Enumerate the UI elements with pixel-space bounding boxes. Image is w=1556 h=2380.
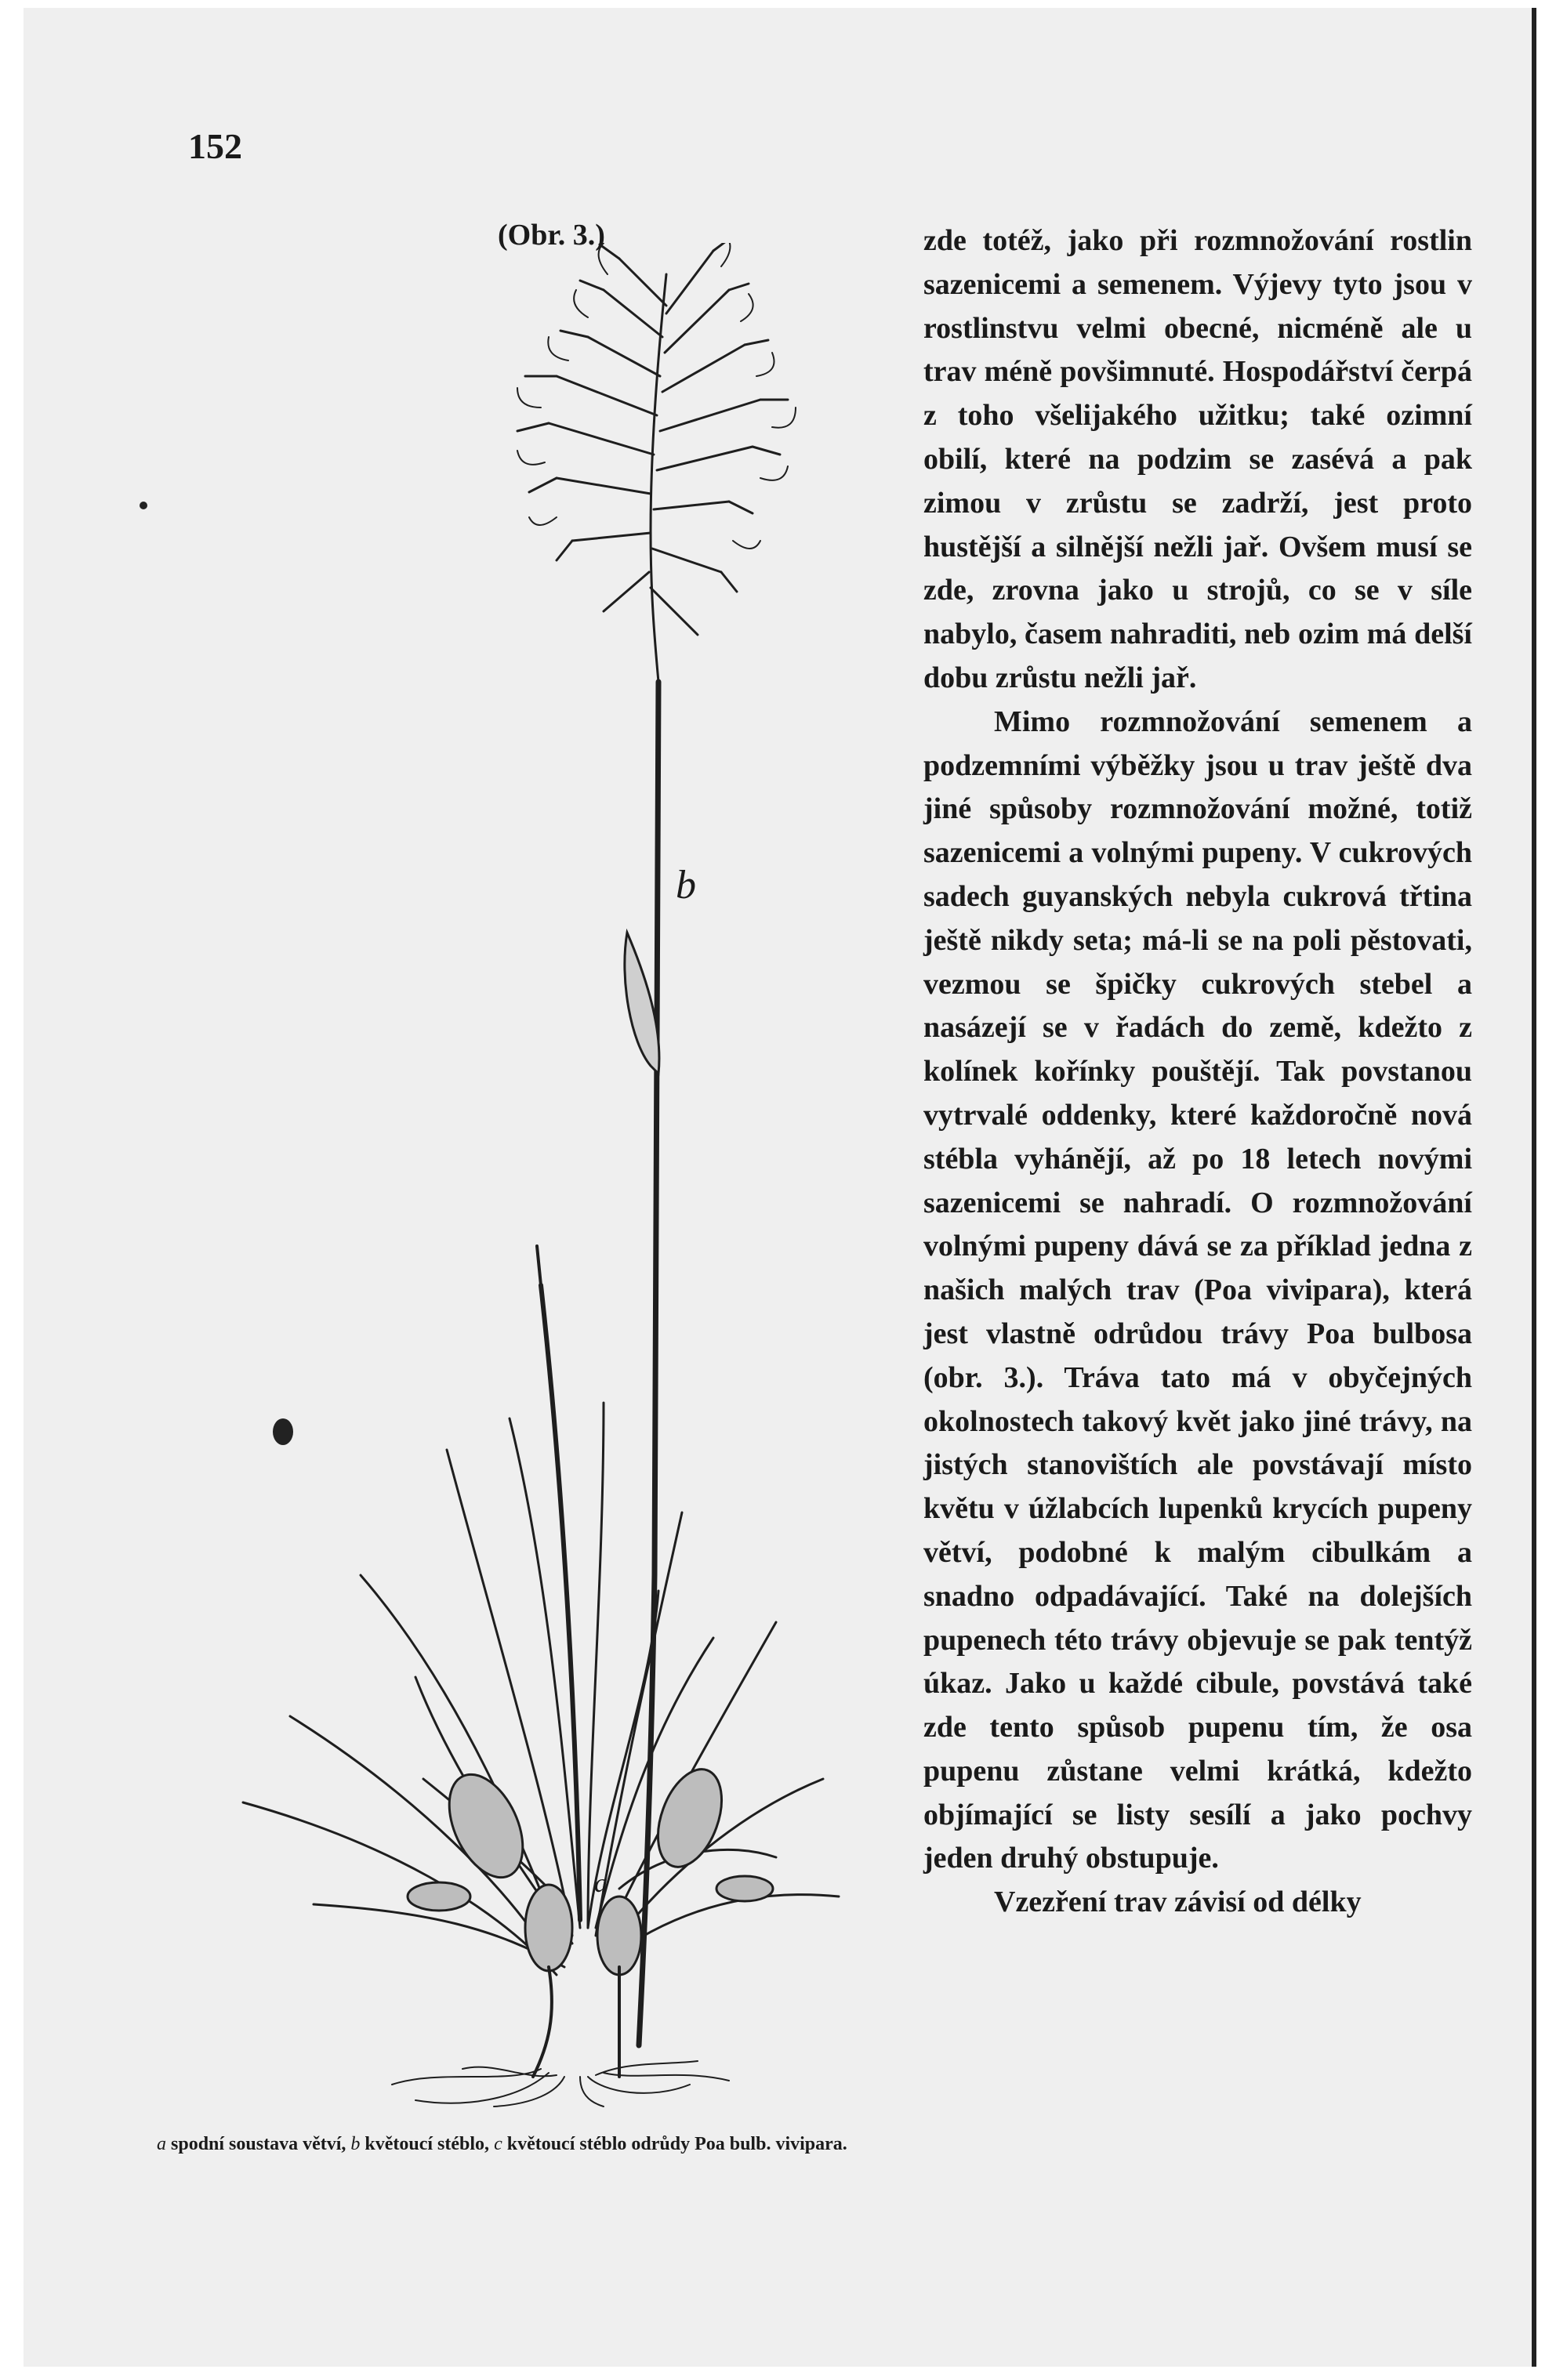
grass-plant-illustration [180, 243, 854, 2108]
page-number: 152 [188, 126, 242, 166]
paragraph-3: Vzezření trav závisí od délky [994, 1886, 1362, 1919]
book-page [24, 8, 1536, 2367]
caption-key-a: a [157, 2134, 166, 2154]
figure-caption [157, 2132, 878, 2157]
figure-letter-b: b [676, 863, 696, 907]
ink-speck [140, 502, 147, 509]
figure-letter-a: a [594, 1869, 608, 1898]
stem-leaf [625, 933, 659, 1074]
plant-base [533, 1967, 619, 2077]
body-text-column [923, 219, 1472, 1925]
panicle [517, 243, 788, 682]
paragraph-1: zde totéž, jako při rozmnožování rostlin sazenicemi a semenem. Výjevy tyto jsou v rostlinstvu velmi obecné, nicméně ale u trav méně povšimnuté. Hospodářství čerpá z toho všelijakého užitku; také ozimní obilí, které na podzim se zasévá a pak zimou v zrůstu se zadrží, jest proto hustější a silnější nežli jař. Ovšem musí se zde, zrovna jako u strojů, co se v síle nabylo, časem nahraditi, neb ozim má delší dobu zrůstu nežli jař. [923, 224, 1472, 694]
flowering-stem-b [639, 682, 659, 2045]
ink-speck [273, 1418, 293, 1445]
caption-key-b: b [350, 2134, 361, 2154]
caption-text-b: květoucí stéblo, [365, 2134, 490, 2154]
roots [392, 2061, 729, 2106]
caption-text-a: spodní soustava větví, [171, 2134, 346, 2154]
caption-text-c: květoucí stéblo odrůdy Poa bulb. vivipara. [506, 2134, 847, 2154]
figure-label: (Obr. 3.) [498, 219, 605, 252]
paragraph-2: Mimo rozmnožování semenem a podzemními výběžky jsou u trav ještě dva jiné spůsoby rozmnožování možné, totiž sazenicemi a volnými pupeny. V cukrových sadech guyanských nebyla cukrová třtina ještě nikdy seta; má-li se na poli pěstovati, vezmou se špičky cukrových stebel a nasázejí se v řadách do země, kdežto z kolínek kořínky pouštějí. Tak povstanou vytrvalé oddenky, které každoročně nová stébla vyhánějí, až po 18 letech novými sazenicemi se nahradí. O rozmnožování volnými pupeny dává se za příklad jedna z našich malých trav (Poa vivipara), která jest vlastně odrůdou trávy Poa bulbosa (obr. 3.). Tráva tato má v obyčejných okolnostech takový květ jako jiné trávy, na jistých stanovištích ale povstávají místo květu v úžlabcích lupenků krycích pupeny větví, podobné k malým cibulkám a snadno odpadávající. Také na dolejších pupenech této trávy objevuje se pak tentýž úkaz. Jako u každé cibule, povstává také zde tento spůsob pupenu tím, že osa pupenu zůstane velmi krátká, kdežto objímající se listy sesílí a jako pochvy jeden druhý obstupuje. [923, 705, 1472, 1875]
caption-key-c: c [494, 2134, 502, 2154]
